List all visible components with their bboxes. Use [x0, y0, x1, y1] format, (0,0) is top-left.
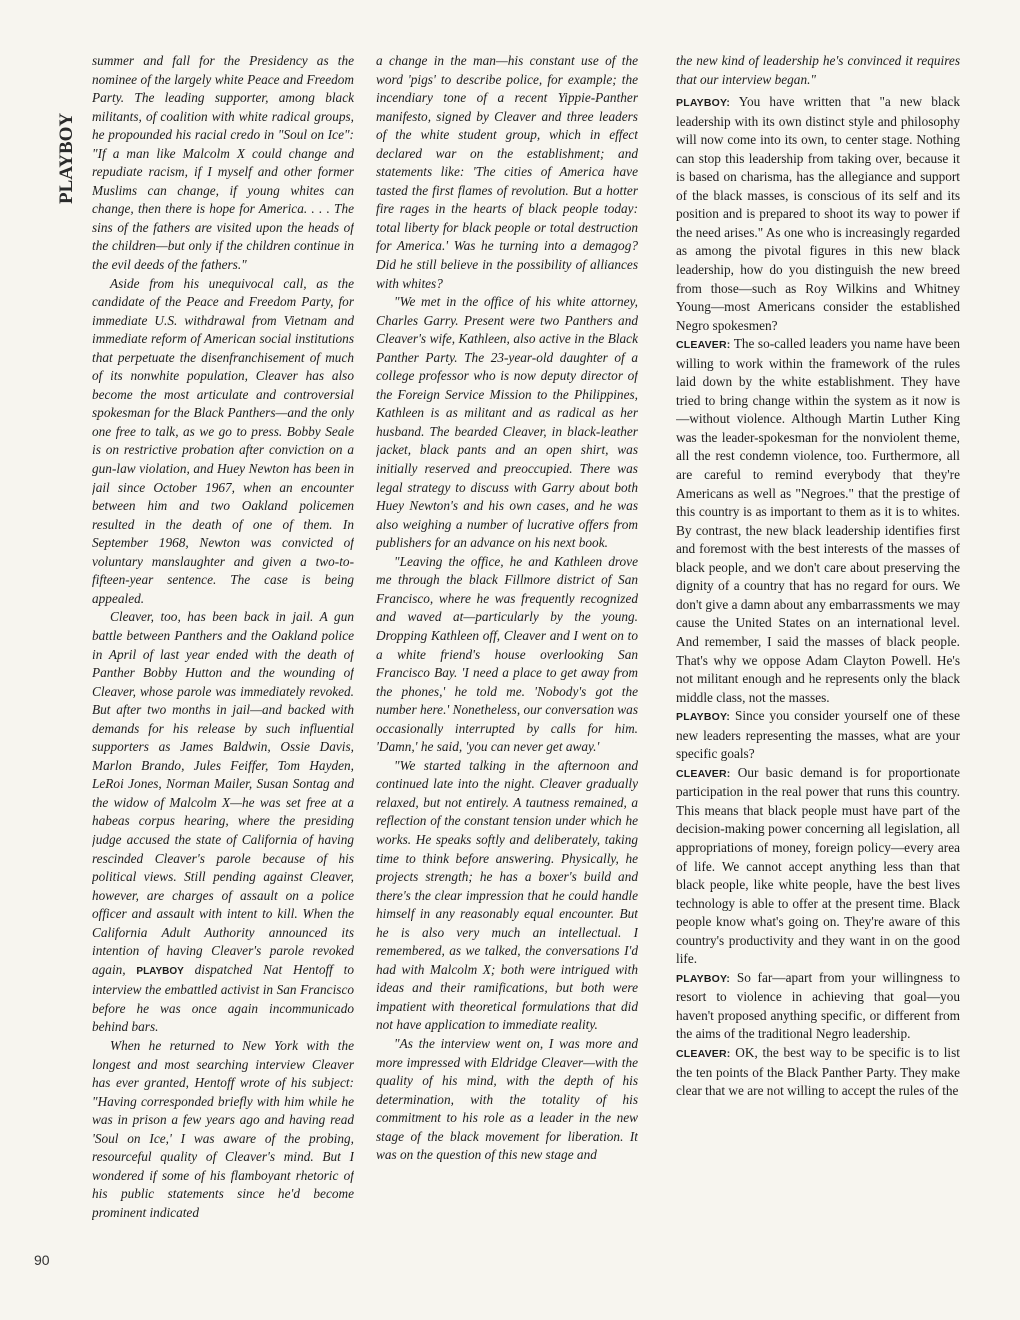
intro-paragraph: "We started talking in the afternoon and continued late into the night. Cleaver gradually relaxed, but not entirely. A tautness remained, a reflection of the constant tension under which he works. He speaks softly and deliberately, taking time to think before answering. Physically, he projects strength; he has a boxer's build and there's the clear impression that he could handle himself in any reasonably equal encounter. But he is also very much an intellectual. I remembered, as we talked, the conversations I'd had with Malcolm X; both were intrigued with ideas and their ramifications, but both were impatient with theoretical formulations that did not have application to immediate reality. [376, 757, 638, 1033]
intro-paragraph: Aside from his unequivocal call, as the candidate of the Peace and Freedom Party, for immediate U.S. withdrawal from Vietnam and immediate reform of American social institutions that perpetuate the disenfranchisement of much of its nonwhite population, Cleaver has also become the most articulate and controversial spokesman for the Black Panthers—and the only one free to talk, as we go to press. Bobby Seale is on restrictive probation after conviction on a gun-law violation, and Huey Newton has been in jail since October 1967, when an encounter between him and two Oakland policemen resulted in the death of one of them. In September 1968, Newton was convicted of voluntary manslaughter and given a two-to-fifteen-year sentence. The case is being appealed. [92, 275, 354, 606]
interview-exchange [676, 335, 960, 707]
answer-text: OK, the best way to be specific is to list the ten points of the Black Panther Party. They make clear that we are not willing to accept the rules of the [676, 1044, 960, 1099]
playboy-inline: PLAYBOY [136, 965, 184, 977]
speaker-label: PLAYBOY: [676, 711, 731, 724]
interview-exchange [676, 93, 960, 335]
intro-text: Cleaver, too, has been back in jail. A gun battle between Panthers and the Oakland police in April of last year ended with the death of Panther Bobby Hutton and the wounding of Cleaver, whose parole was immediately revoked. But after two months in jail—and backed with demands for his release by such influential supporters as James Baldwin, Ossie Davis, Marlon Brando, Jules Feiffer, Tom Hayden, LeRoi Jones, Norman Mailer, Susan Sontag and the widow of Malcolm X—he was set free at a habeas corpus hearing, where the presiding judge accused the state of California of having rescinded Cleaver's parole because of his political views. Still pending against Cleaver, however, are charges of assault on a police officer and assault with intent to kill. When the California Adult Authority announced its intention of having Cleaver's parole revoked again, [92, 609, 354, 977]
masthead: PLAYBOY [56, 112, 77, 204]
interview-exchange [676, 707, 960, 764]
intro-paragraph: "Leaving the office, he and Kathleen drove me through the black Fillmore district of San Francisco, where he was frequently recognized and waved at—particularly by the young. Dropping Kathleen off, Cleaver and I went on to a white friend's house overlooking San Francisco Bay. 'I need a place to get away from the phones,' he told me. 'Nobody's got the number here.' Nonetheless, our conversation was occasionally interrupted by calls for him. 'Damn,' he said, 'you can never get away.' [376, 553, 638, 755]
intro-paragraph: the new kind of leadership he's convinced it requires that our interview began." [676, 53, 960, 87]
intro-paragraph: a change in the man—his constant use of the word 'pigs' to describe police, for example; the incendiary tone of a recent Yippie-Panther manifesto, signed by Cleaver and three leaders of the white student group, which in effect declared war on the establishment; and statements like: 'The cities of America have tasted the first flames of revolution. But a hotter fire rages in the hearts of black people today: total liberty for black people or total destruction for America.' Was he turning into a demagog? Did he still believe in the possibility of alliances with whites? [376, 53, 638, 291]
column-3 [676, 52, 960, 1282]
column-2 [376, 52, 638, 1282]
answer-text: So far—apart from your willingness to resort to violence in achieving that goal—you haven't proposed anything specific, or different from the aims of the traditional Negro leadership. [676, 969, 960, 1042]
speaker-label: PLAYBOY: [676, 97, 731, 110]
intro-text: dispatched Nat Hentoff to interview the embattled activist in San Francisco before he was once again incommunicado behind bars. [92, 961, 354, 1035]
column-1 [92, 52, 354, 1282]
answer-text: Our basic demand is for proportionate participation in the real power that runs this country. This means that black people must have part of the decision-making power concerning all legislation, all appropriations of money, foreign policy—every area of life. We cannot accept anything less than that black people, like white people, have the best lives technology is able to offer at the present time. Black people know what's going on. They're aware of this country's productivity and they want in on the good life. [676, 764, 960, 967]
intro-paragraph: When he returned to New York with the longest and most searching interview Cleaver has ever granted, Hentoff wrote of his subject: "Having corresponded briefly with him while he was in prison a few years ago and having read 'Soul on Ice,' I was aware of the probing, resourceful quality of Cleaver's mind. But I wondered if some of his flamboyant rhetoric of his public statements since he'd become prominent indicated [92, 1037, 354, 1220]
answer-text: The so-called leaders you name have been willing to work within the framework of the rules laid down by the white establishment. They have tried to bring change within the system as it now is—without violence. Although Martin Luther King was the leader-spokesman for the nonviolent theme, all the rest condemn violence, too. Furthermore, all are careful to remind everybody that they're Americans as well as "Negroes." that the prestige of this country is as important to them as it is to whites. By contrast, the new black leadership identifies first and foremost with the best interests of the masses of black people, and we don't care about preserving the dignity of a country that has no regard for ours. We don't give a damn about any embarrassments we may cause the United States on an international level. And remember, I said the masses of black people. That's why we oppose Adam Clayton Powell. He's not militant enough and he represents only the black middle class, not the masses. [676, 336, 960, 705]
intro-paragraph: summer and fall for the Presidency as the nominee of the largely white Peace and Freedom Party. The leading supporter, among black militants, of coalition with white radical groups, he propounded his racial credo in "Soul on Ice": "If a man like Malcolm X could change and repudiate racism, if I myself and other former Muslims can change, if young whites can change, then there is hope for America. . . . The sins of the fathers are visited upon the heads of the children—but only if the children continue in the evil deeds of the fathers." [92, 53, 354, 273]
answer-text: You have written that "a new black leadership with its own distinct style and philosophy will now come into its own, to center stage. Nothing can stop this leadership from taking over, because it is based on charisma, has the allegiance and support of the black masses, is conscious of its self and its position and is prepared to shoot its way to power if the need arises." As one who is increasingly regarded as among the pivotal figures in this new black leadership, how do you distinguish the new breed from those—such as Roy Wilkins and Whitney Young—most Americans consider the established Negro spokesmen? [676, 94, 960, 333]
intro-paragraph [92, 608, 354, 1037]
interview-exchange [676, 969, 960, 1044]
intro-paragraph: "We met in the office of his white attorney, Charles Garry. Present were two Panthers and Cleaver's wife, Kathleen, also active in the Black Panther Party. The 23-year-old daughter of a college professor who is now deputy director of the Foreign Service Mission to the Philippines, Kathleen is as militant and as radical as her husband. The bearded Cleaver, in black-leather jacket, black pants and an open shirt, was initially reserved and preoccupied. There was legal strategy to discuss with Garry about both Huey Newton's and his own cases, and he was also weighing a number of lucrative offers from publishers for an advance on his next book. [376, 294, 638, 551]
interview-exchange [676, 764, 960, 969]
page-number: 90 [34, 1252, 50, 1268]
intro-paragraph: "As the interview went on, I was more and more impressed with Eldridge Cleaver—with the quality of his mind, with the depth of his determination, with the totality of his commitment to his role as a leader in the new stage of the black movement for liberation. It was on the question of this new stage and [376, 1035, 638, 1163]
answer-text: Since you consider yourself one of these new leaders representing the masses, what are your specific goals? [676, 708, 960, 762]
speaker-label: PLAYBOY: [676, 972, 731, 985]
interview-exchange [676, 1044, 960, 1101]
speaker-label: CLEAVER: [676, 339, 731, 352]
speaker-label: CLEAVER: [676, 767, 731, 780]
speaker-label: CLEAVER: [676, 1047, 731, 1060]
